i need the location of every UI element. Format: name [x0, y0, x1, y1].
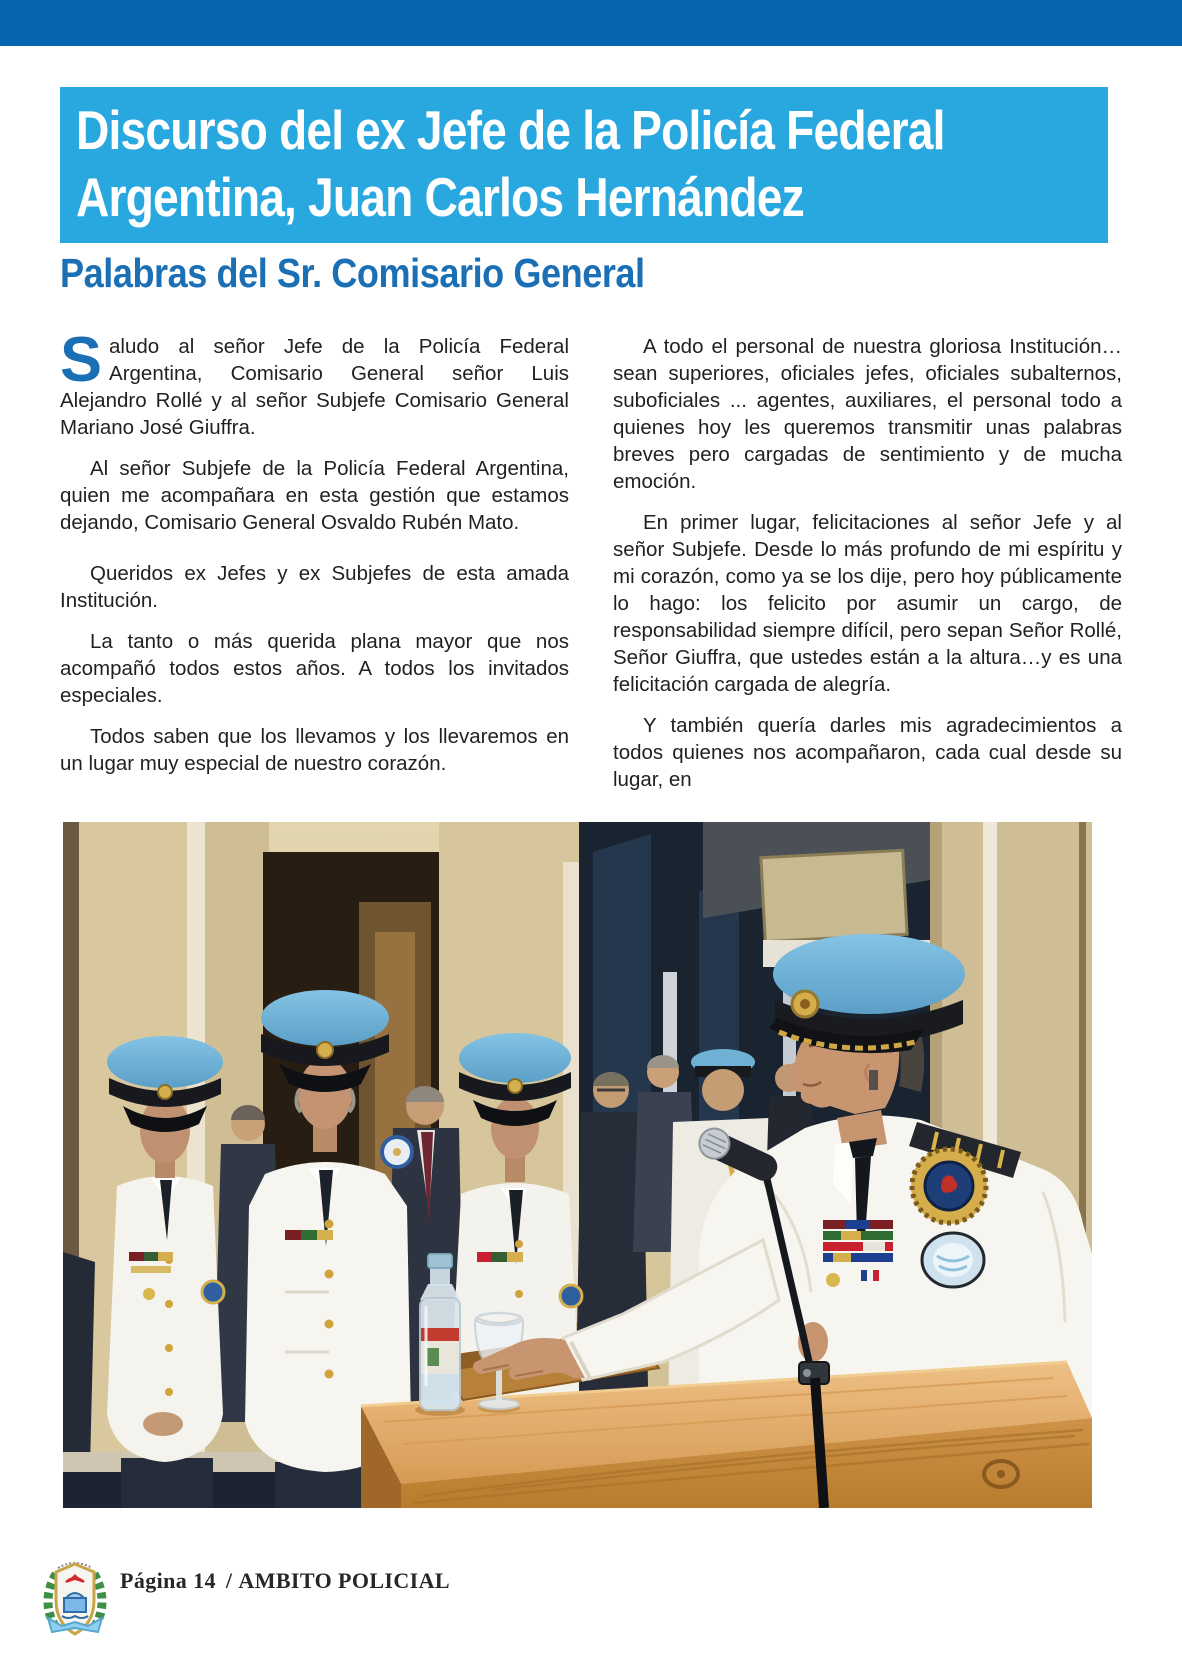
article-right-column: [613, 333, 1122, 807]
ceremony-photo-illustration: [63, 822, 1092, 1508]
publication-name: AMBITO POLICIAL: [238, 1568, 450, 1593]
article-left-column: [60, 325, 569, 791]
paragraph: A todo el personal de nuestra gloriosa Institución… sean superiores, oficiales jefes, oficiales subalternos, suboficiales ... agentes, auxiliares, el personal todo a quienes hoy les queremos transmitir unas palabras breves pero cargadas de sentimiento y de mucha emoción.: [613, 335, 1122, 493]
paragraph: Y también quería darles mis agradecimientos a todos quienes nos acompañaron, cada cual desde su lugar, en: [613, 714, 1122, 791]
sleeve-emblem: [911, 1148, 987, 1224]
paragraph: [60, 325, 569, 441]
drop-cap: S: [60, 325, 103, 395]
section-subtitle: Palabras del Sr. Comisario General: [60, 250, 645, 296]
paragraph: Todos saben que los llevamos y los llevaremos en un lugar muy especial de nuestro corazón.: [60, 725, 569, 775]
page-title-line-1: Discurso del ex Jefe de la Policía Federal: [76, 99, 945, 161]
paragraph: Queridos ex Jefes y ex Subjefes de esta amada Institución.: [60, 562, 569, 612]
footer-separator: /: [225, 1568, 233, 1593]
paragraph: En primer lugar, felicitaciones al señor Jefe y al señor Subjefe. Desde lo más profundo de mi espíritu y mi corazón, como ya se los dije, pero hoy públicamente lo hago: los felicito por asumir un cargo, de responsabilidad siempre difícil, pero sepan Señor Rollé, Señor Giuffra, que ustedes están a la altura…y es una felicitación cargada de alegría.: [613, 511, 1122, 696]
paragraph: Al señor Subjefe de la Policía Federal Argentina, quien me acompañara en esta gestión que estamos dejando, Comisario General Osvaldo Rubén Mato.: [60, 457, 569, 534]
paragraph-text: aludo al señor Jefe de la Policía Federal Argentina, Comisario General señor Luis Alejandro Rollé y al señor Subjefe Comisario General Mariano José Giuffra.: [60, 335, 569, 439]
page-number-label: Página 14: [120, 1568, 216, 1593]
paragraph: La tanto o más querida plana mayor que nos acompañó todos estos años. A todos los invitados especiales.: [60, 630, 569, 707]
ceremony-photo: [63, 822, 1092, 1508]
page-title-line-2: Argentina, Juan Carlos Hernández: [76, 166, 804, 228]
publication-crest-icon: [42, 1552, 108, 1642]
footer-text: [120, 1568, 450, 1594]
flag-pin: [861, 1270, 879, 1281]
top-bar: [0, 0, 1182, 46]
sleeve-patch-lower: [922, 1233, 984, 1287]
footer: [42, 1552, 642, 1644]
title-box: [60, 87, 1108, 243]
